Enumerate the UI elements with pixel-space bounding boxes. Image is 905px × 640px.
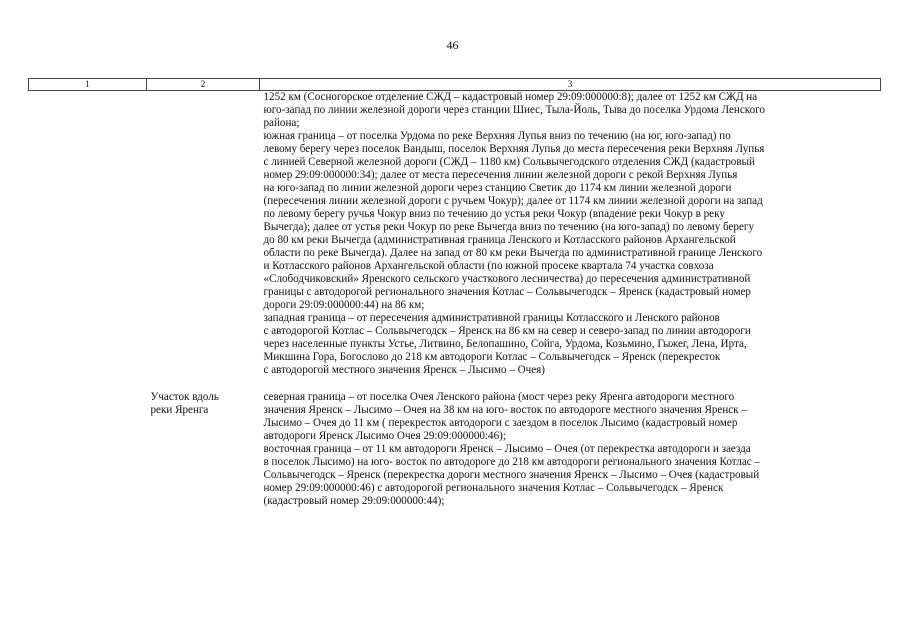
- column-number-2: 2: [147, 79, 260, 91]
- boundary-description-cell: [260, 91, 881, 378]
- row-number-cell: [29, 391, 147, 508]
- boundaries-table: [28, 78, 881, 508]
- table-row: [29, 91, 881, 378]
- row-number-cell: [29, 91, 147, 378]
- table-header-row: [29, 79, 881, 91]
- page-number: 46: [446, 38, 459, 52]
- table-row: [29, 391, 881, 508]
- area-name-cell: Участок вдоль реки Яренга: [150, 391, 219, 416]
- boundary-description-cell: [260, 391, 881, 508]
- boundary-paragraph-north: северная граница – от поселка Очея Ленского района (мост через реку Яренга автодороги местного значения Яренск – Лысимо – Очея на 38 км на юго- восток по автодороге местного значения Яренск – Лысимо – Очея до 11 км ( перекресток автодороги с заездом в поселок Лысимо (кадастровый номер автодороги Яренск Лысимо Очея 29:09:000000:46);: [263, 391, 747, 442]
- column-number-3: 3: [260, 79, 881, 91]
- boundary-paragraph-south: южная граница – от поселка Урдома по реке Верхняя Лупья вниз по течению (на юг, юго-запад) по левому берегу через поселок Вандыш, поселок Верхняя Лупья до места пересечения реки Верхняя Лупья с линией Северной железной дороги (СЖД – 1180 км) Сольвычегодского отделения СЖД (кадастровый номер 29:09:000000:34); далее от места пересечения линии железной дороги с рекой Верхняя Лупья на юго-запад по линии железной дороги через станцию Светик до 1174 км линии железной дороги (пересечения линии железной дороги с ручьем Чокур); далее от 1174 км линии железной дороги на запад по левому берегу ручья Чокур вниз по течению до устья реки Чокур (впадение реки Чокур в реку Вычегда); далее от устья реки Чокур по реке Вычегда вниз по течению (на юго-запад) по левому берегу до 80 км реки Вычегда (административная граница Ленского и Котласского районов Архангельской области по реке Вычегда). Далее на запад от 80 км реки Вычегда по административной границе Ленского и Котласского районов Архангельской области (по южной просеке квартала 74 участка совхоза «Слободчиковский» Яренского сельского участкового лесничества) до пересечения административной границы с автодорогой регионального значения Котлас – Сольвычегодск – Яренск (кадастровый номер дороги 29:09:000000:44) на 86 км;: [263, 130, 765, 311]
- boundary-paragraph: 1252 км (Сосногорское отделение СЖД – кадастровый номер 29:09:000000:8); далее от 1252 км СЖД на юго-запад по линии железной дороги через станции Шиес, Тыла-Йоль, Тыва до поселка Урдома Ленского района;: [263, 91, 765, 129]
- boundary-paragraph-east: восточная граница – от 11 км автодороги Яренск – Лысимо – Очея (от перекрестка автодороги и заезда в поселок Лысимо) на юго- восток по автодороге до 218 км автодороги регионального значения Котлас – Сольвычегодск – Яренск (перекрестка дороги местного значения Яренск – Лысимо – Очея (кадастровый номер 29:09:000000:46) с автодорогой регионального значения Котлас – Сольвычегодск – Яренск (кадастровый номер 29:09:000000:44);: [263, 443, 760, 507]
- boundary-paragraph-west: западная граница – от пересечения административной границы Котласского и Ленского районов с автодорогой Котлас – Сольвычегодск – Яренск на 86 км на север и северо-запад по линии автодороги через населенные пункты Устье, Литвино, Белопашино, Сойга, Урдома, Козьмино, Гыжег, Лена, Ирта, Микшина Гора, Богослово до 218 км автодороги Котлас – Сольвычегодск – Яренск (перекресток с автодорогой местного значения Яренск – Лысимо – Очея): [263, 312, 751, 376]
- area-name-cell: [147, 91, 260, 378]
- row-spacer: [29, 377, 881, 391]
- column-number-1: 1: [29, 79, 147, 91]
